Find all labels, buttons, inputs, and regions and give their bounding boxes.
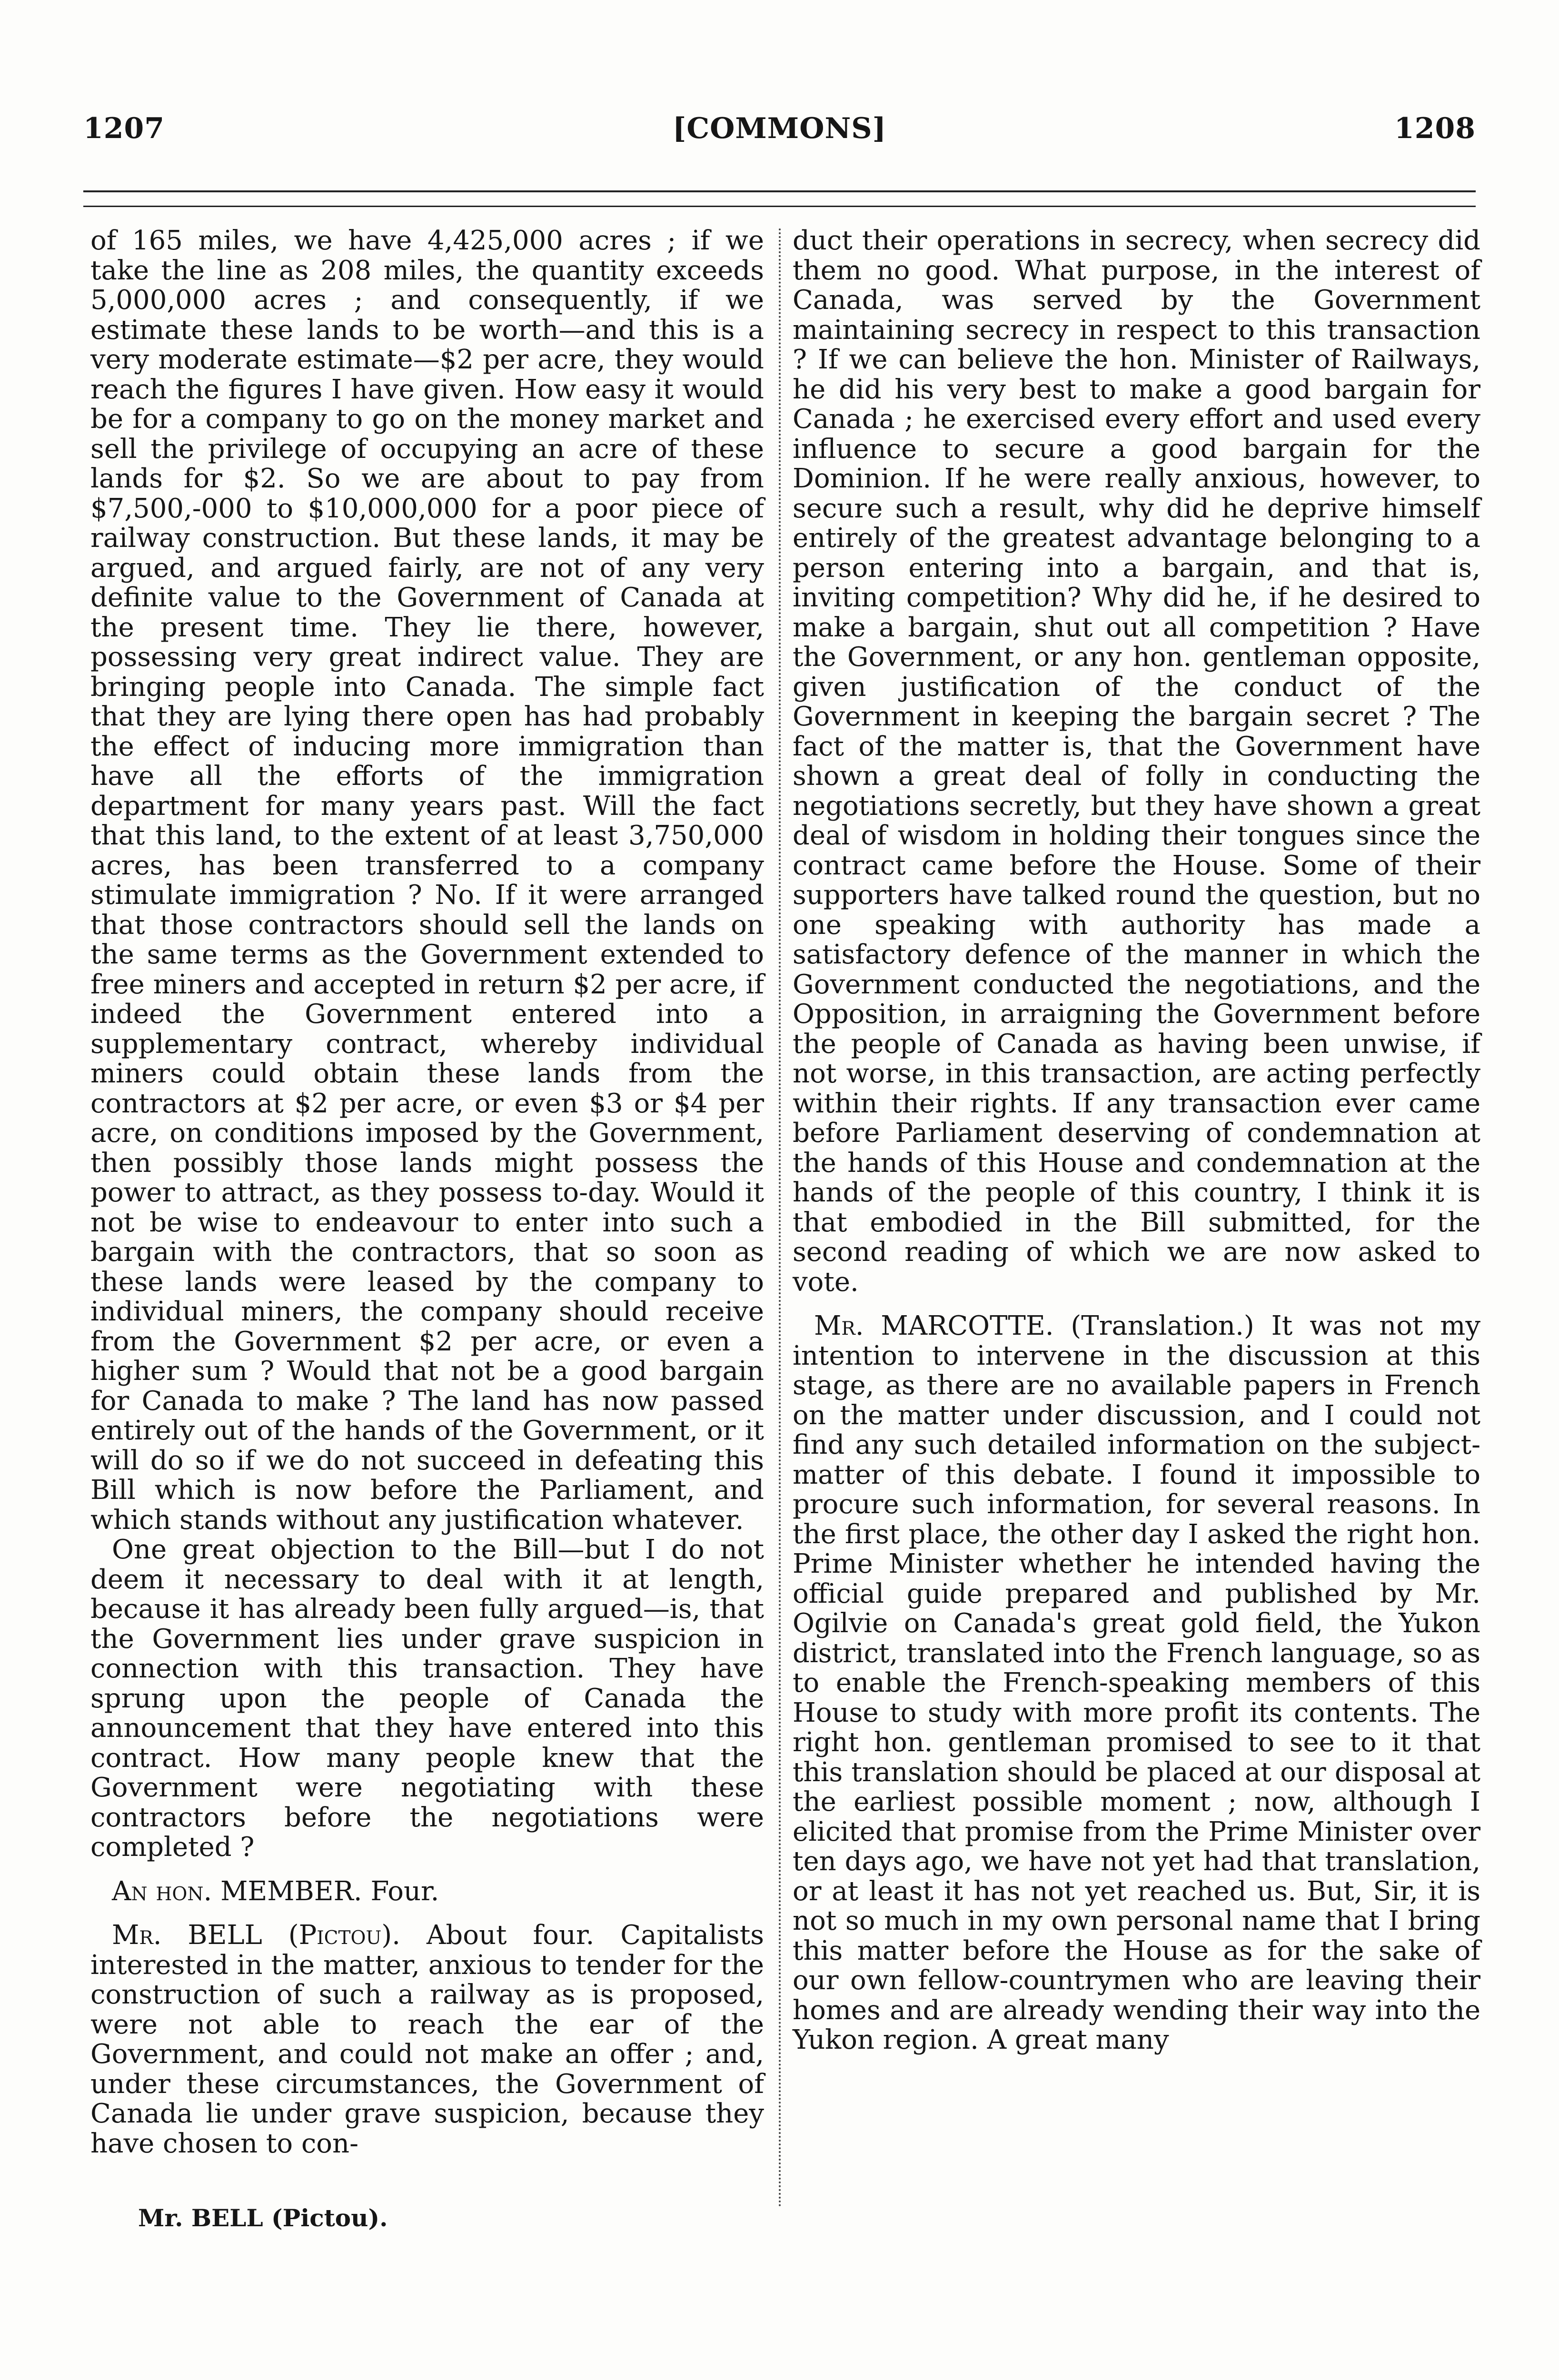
left-paragraph-3 [90,1921,764,2159]
right-paragraph-2 [793,1311,1480,2055]
section-header: [COMMONS] [672,112,887,145]
page-number-right: 1208 [1394,112,1476,145]
right-paragraph-1: duct their operations in secrecy, when secrecy did them no good. What purpose, in the interest of Canada, was served by the Government maintaining secrecy in respect to this transaction ? If we can believe the hon. Minister of Railways, he did his very best to make a good bargain for Canada ; he exercised every effort and used every influence to secure a good bargain for the Dominion. If he were really anxious, however, to secure such a result, why did he deprive himself entirely of the greatest advantage belonging to a person entering into a bargain, and that is, inviting competition? Why did he, if he desired to make a bargain, shut out all competition ? Have the Government, or any hon. gentleman opposite, given justification of the conduct of the Government in keeping the bargain secret ? The fact of the matter is, that the Government have shown a great deal of folly in conducting the negotiations secretly, but they have shown a great deal of wisdom in holding their tongues since the contract came before the House. Some of their supporters have talked round the question, but no one speaking with authority has made a satisfactory defence of the manner in which the Government conducted the negotiations, and the Opposition, in arraigning the Government before the people of Canada as having been unwise, if not worse, in this transaction, are acting perfectly within their rights. If any transaction ever came before Parliament deserving of condemnation at the hands of this House and condemnation at the hands of the people of this country, I think it is that embodied in the Bill submitted, for the second reading of which we are now asked to vote. [793,225,1480,1298]
header-rule-top [83,190,1476,192]
interjection [90,1877,764,1907]
interjection-text: Four. [370,1875,439,1907]
left-paragraph-1: of 165 miles, we have 4,425,000 acres ; if we take the line as 208 miles, the quantity exceeds 5,000,000 acres ; and consequently, if we estimate these lands to be worth—and this is a very moderate estimate—$2 per acre, they would reach the figures I have given. How easy it would be for a company to go on the money market and sell the privilege of occupying an acre of these lands for $2. So we are about to pay from $7,500,-000 to $10,000,000 for a poor piece of railway construction. But these lands, it may be argued, and argued fairly, are not of any very definite value to the Government of Canada at the present time. They lie there, however, possessing very great indirect value. They are bringing people into Canada. The simple fact that they are lying there open has had probably the effect of inducing more immigration than have all the efforts of the immigration department for many years past. Will the fact that this land, to the extent of at least 3,750,000 acres, has been transferred to a company stimulate immigration ? No. If it were arranged that those contractors should sell the lands on the same terms as the Government extended to free miners and accepted in return $2 per acre, if indeed the Government entered into a supplementary contract, whereby individual miners could obtain these lands from the contractors at $2 per acre, or even $3 or $4 per acre, on conditions imposed by the Government, then possibly those lands might possess the power to attract, as they possess to-day. Would it not be wise to endeavour to enter into such a bargain with the contractors, that so soon as these lands were leased by the company to individual miners, the company should receive from the Government $2 per acre, or even a higher sum ? Would that not be a good bargain for Canada to make ? The land has now passed entirely out of the hands of the Government, or it will do so if we do not succeed in defeating this Bill which is now before the Parliament, and which stands without any justification whatever. [90,225,765,1536]
column-divider [779,228,781,2209]
speaker-bell: Mr. BELL (Pictou). [112,1920,401,1951]
speech-marcotte-text: (Translation.) It was not my intention to intervene in the discussion at this stage, as there are no available papers in French on the matter under discussion, and I could not find any such detailed information on the subject-matter of this debate. I found it impossible to procure such information, for several reasons. In the first place, the other day I asked the right hon. Prime Minister whether he intended having the official guide prepared and published by Mr. Ogilvie on Canada's great gold field, the Yukon district, translated into the French language, so as to enable the French-speaking members of this House to study with more profit its contents. The right hon. gentleman promised to see to it that this translation should be placed at our disposal at the earliest possible moment ; now, although I elicited that promise from the Prime Minister over ten days ago, we have not yet had that translation, or at least it has not yet reached us. But, Sir, it is not so much in my own personal name that I bring this matter before the House as for the sake of our own fellow-countrymen who are leaving their homes and are already wending their way into the Yukon region. A great many [793,1310,1480,2055]
left-column [90,226,764,2159]
speaker-marcotte: Mr. MARCOTTE. [814,1310,1054,1341]
left-paragraph-2: One great objection to the Bill—but I do not deem it necessary to deal with it at length, because it has already been fully argued—is, that the Government lies under grave suspicion in connection with this transaction. They have sprung upon the people of Canada the announcement that they have entered into this contract. How many people knew that the Government were negotiating with these contractors before the negotiations were completed ? [90,1534,764,1863]
catchword: Mr. BELL (Pictou). [138,2204,388,2232]
right-column [793,226,1480,2055]
page-number-left: 1207 [83,112,165,145]
speech-bell-text: About four. Capitalists interested in the matter, anxious to tender for the construction of such a railway as is proposed, were not able to reach the ear of the Government, and could not make an offer ; and, under these circumstances, the Government of Canada lie under grave suspicion, because they have chosen to con- [90,1920,764,2159]
interjection-speaker: An hon. MEMBER. [112,1875,362,1907]
header-rule-bottom [83,206,1476,207]
